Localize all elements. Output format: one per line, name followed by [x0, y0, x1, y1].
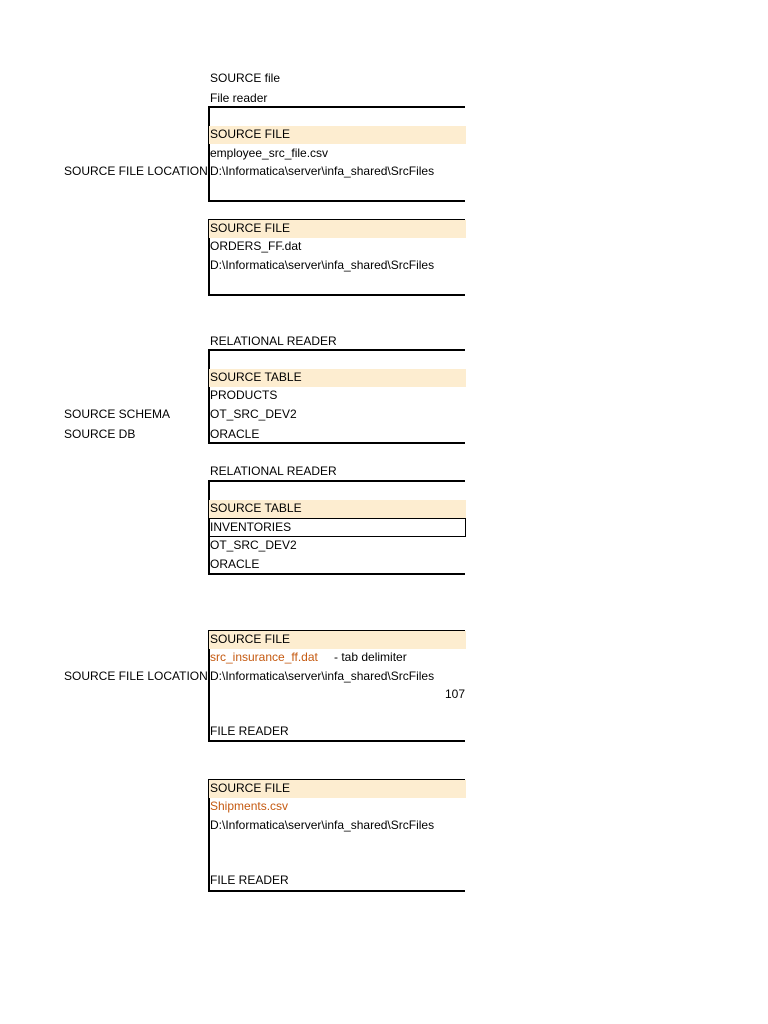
- block-6-reader: FILE READER: [210, 873, 289, 887]
- block-4-header: SOURCE TABLE: [210, 501, 302, 515]
- block-2-path: D:\Informatica\server\infa_shared\SrcFiles: [210, 258, 435, 272]
- block-2-header: SOURCE FILE: [210, 221, 291, 235]
- block-3-header: SOURCE TABLE: [210, 370, 302, 384]
- block-5-header: SOURCE FILE: [210, 632, 291, 646]
- block-5-path: D:\Informatica\server\infa_shared\SrcFiles: [210, 669, 435, 683]
- block-6-header: SOURCE FILE: [210, 781, 291, 795]
- header-source-file: SOURCE file: [210, 71, 281, 85]
- block-1-path: D:\Informatica\server\infa_shared\SrcFiles: [210, 164, 435, 178]
- block-6-path: D:\Informatica\server\infa_shared\SrcFiles: [210, 818, 435, 832]
- block-4-table: INVENTORIES: [210, 520, 292, 534]
- label-source-file-location-1: SOURCE FILE LOCATION: [64, 164, 208, 178]
- block-5-reader: FILE READER: [210, 724, 289, 738]
- block-3-table: PRODUCTS: [210, 388, 278, 402]
- block-3-schema: OT_SRC_DEV2: [210, 407, 297, 421]
- label-source-db: SOURCE DB: [64, 427, 136, 441]
- block-3-title: RELATIONAL READER: [210, 334, 337, 348]
- block-4-schema: OT_SRC_DEV2: [210, 538, 297, 552]
- block-5-number: 107: [444, 687, 465, 701]
- block-4-title: RELATIONAL READER: [210, 464, 337, 478]
- block-3-db: ORACLE: [210, 427, 260, 441]
- label-source-schema: SOURCE SCHEMA: [64, 407, 171, 421]
- block-4-db: ORACLE: [210, 557, 260, 571]
- block-5-note: - tab delimiter: [334, 650, 407, 664]
- label-source-file-location-2: SOURCE FILE LOCATION: [64, 669, 208, 683]
- block-1-header: SOURCE FILE: [210, 127, 291, 141]
- block-1-file: employee_src_file.csv: [210, 146, 329, 160]
- block-5-file: src_insurance_ff.dat: [210, 650, 318, 664]
- block-6-file: Shipments.csv: [210, 799, 289, 813]
- header-file-reader: File reader: [210, 91, 268, 105]
- block-2-file: ORDERS_FF.dat: [210, 239, 302, 253]
